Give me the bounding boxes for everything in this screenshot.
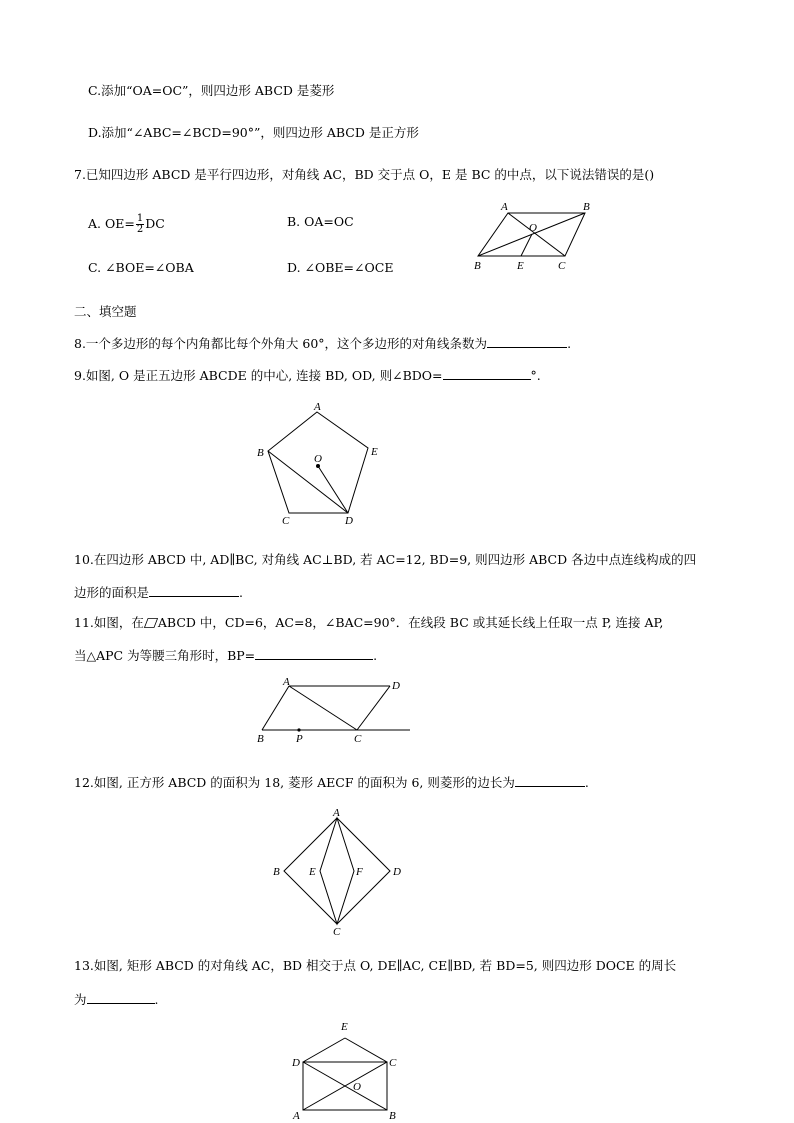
q8-end: . <box>567 336 572 351</box>
q13-label-o: O <box>353 1081 361 1093</box>
q11-line1 <box>74 615 663 631</box>
q12-label-b: B <box>273 866 280 878</box>
q9-label-a: A <box>314 401 321 413</box>
q11-label-d: D <box>392 680 400 692</box>
q13-label-a: A <box>293 1110 300 1120</box>
q13-label-c: C <box>389 1057 397 1069</box>
q7-option-b: B. OA=OC <box>287 214 354 229</box>
q9-stem: 9.如图, O 是正五边形 ABCDE 的中心, 连接 BD, OD, 则∠BDO= <box>74 368 443 383</box>
q11-answer-blank[interactable] <box>255 646 373 660</box>
q11-figure <box>250 674 415 746</box>
q8-text <box>74 334 571 352</box>
q12-label-e: E <box>309 866 316 878</box>
q13-answer-blank[interactable] <box>87 990 155 1004</box>
q11-line2 <box>74 646 377 664</box>
q9-label-o: O <box>314 453 322 465</box>
q7-label-a: A <box>501 201 508 213</box>
q7-fraction-den: 2 <box>136 224 144 235</box>
q7-label-b-top: B <box>583 201 590 213</box>
q12-label-d: D <box>393 866 401 878</box>
q7-fraction-num: 1 <box>136 213 144 224</box>
q9-figure <box>250 398 390 530</box>
q6-option-d: D.添加“∠ABC=∠BCD=90°”，则四边形 ABCD 是正方形 <box>88 125 419 140</box>
q7-figure <box>470 198 600 276</box>
q9-text <box>74 366 541 384</box>
q7-label-b: B <box>474 260 481 272</box>
q12-label-a: A <box>333 807 340 819</box>
q11-label-a: A <box>283 676 290 688</box>
q7-fraction <box>136 214 144 235</box>
q13-line1: 13.如图, 矩形 ABCD 的对角线 AC，BD 相交于点 O, DE∥AC, CE∥BD, 若 BD=5, 则四边形 DOCE 的周长 <box>74 958 677 973</box>
q11-label-b: B <box>257 733 264 745</box>
q13-stem: 为 <box>74 992 87 1007</box>
q12-text <box>74 773 589 791</box>
section-title: 二、填空题 <box>74 304 137 319</box>
q12-answer-blank[interactable] <box>515 773 585 787</box>
q13-label-b: B <box>389 1110 396 1120</box>
q7-option-a-prefix: A. OE= <box>88 216 135 231</box>
q11-end: . <box>373 648 378 663</box>
q11-stem-post: ABCD 中，CD=6，AC=8，∠BAC=90°．在线段 BC 或其延长线上任取一点 P, 连接 AP, <box>157 615 664 630</box>
q7-label-e: E <box>517 260 524 272</box>
q13-end: . <box>154 992 159 1007</box>
q11-stem-2: 当△APC 为等腰三角形时，BP= <box>74 648 256 663</box>
q12-figure <box>266 804 406 938</box>
q12-end: . <box>584 775 589 790</box>
q9-label-c: C <box>282 515 290 527</box>
q7-stem: 7.已知四边形 ABCD 是平行四边形，对角线 AC，BD 交于点 O，E 是 BC 的中点，以下说法错误的是() <box>74 167 655 182</box>
q11-label-c: C <box>354 733 362 745</box>
q8-stem: 8.一个多边形的每个内角都比每个外角大 60°，这个多边形的对角线条数为 <box>74 336 488 351</box>
q7-option-a <box>88 214 165 235</box>
q11-label-p: P <box>296 733 303 745</box>
q9-answer-blank[interactable] <box>443 366 531 380</box>
q7-option-d: D. ∠OBE=∠OCE <box>287 260 394 275</box>
q9-label-b: B <box>257 447 264 459</box>
parallelogram-icon <box>144 618 158 628</box>
q7-label-c: C <box>558 260 566 272</box>
q10-line2 <box>74 583 243 601</box>
q13-line2 <box>74 990 159 1008</box>
q9-label-d: D <box>345 515 353 527</box>
q13-label-d: D <box>292 1057 300 1069</box>
q6-option-c: C.添加“OA=OC”，则四边形 ABCD 是菱形 <box>88 83 335 98</box>
q10-end: . <box>239 585 243 600</box>
q9-end: °. <box>530 368 541 383</box>
q13-figure <box>285 1016 405 1120</box>
q8-answer-blank[interactable] <box>487 334 567 348</box>
q7-option-c: C. ∠BOE=∠OBA <box>88 260 194 275</box>
q10-stem: 边形的面积是 <box>74 585 150 600</box>
q7-label-o: O <box>529 222 537 234</box>
q13-label-e: E <box>341 1021 348 1033</box>
q10-answer-blank[interactable] <box>149 583 239 597</box>
q7-option-a-suffix: DC <box>145 216 165 231</box>
q12-stem: 12.如图, 正方形 ABCD 的面积为 18, 菱形 AECF 的面积为 6, 则菱形的边长为 <box>74 775 515 790</box>
q9-label-e: E <box>371 446 378 458</box>
q12-label-f: F <box>356 866 363 878</box>
q10-line1: 10.在四边形 ABCD 中, AD∥BC, 对角线 AC⊥BD, 若 AC=12, BD=9, 则四边形 ABCD 各边中点连线构成的四 <box>74 552 697 567</box>
q11-stem-pre: 11.如图，在 <box>74 615 144 630</box>
q12-label-c: C <box>333 926 341 938</box>
